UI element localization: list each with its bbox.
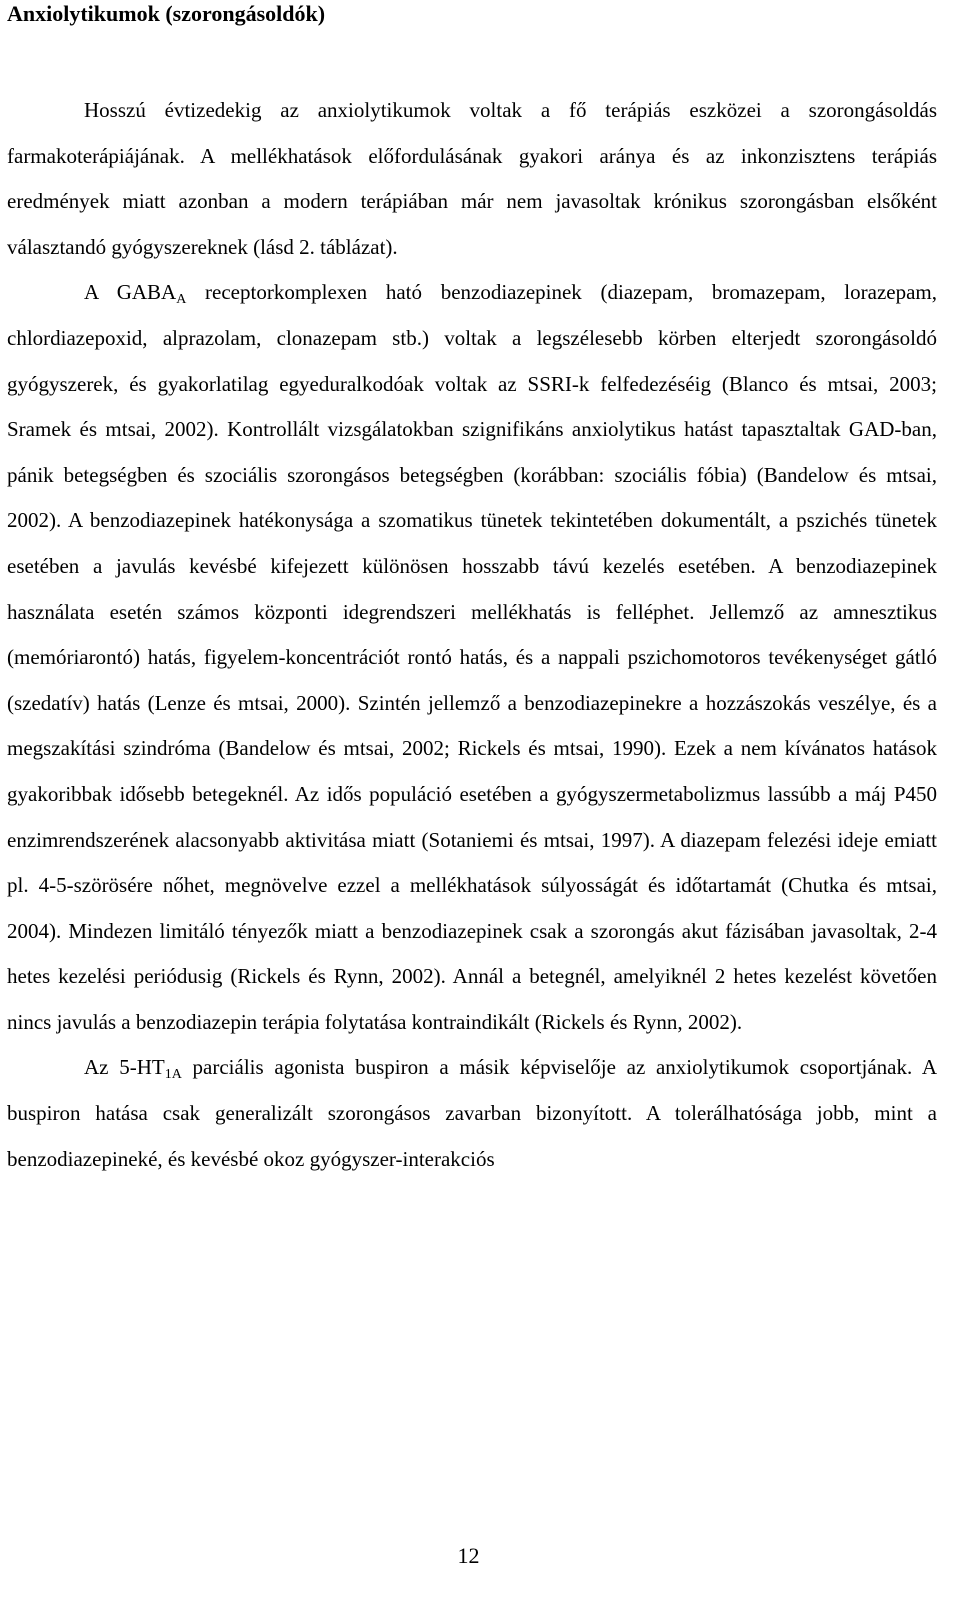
paragraph-intro: Hosszú évtizedekig az anxiolytikumok voltak a fő terápiás eszközei a szorongásoldás farmakoterápiájának. A mellékhatások előfordulásának gyakori aránya és az inkonzisztens terápiás eredmények miatt azonban a modern terápiában már nem javasoltak krónikus szorongásban elsőként választandó gyógyszereknek (lásd 2. táblázat). [7,98,937,259]
ht-label: Az 5-HT [84,1055,165,1080]
ht-subscript: 1A [164,1067,182,1083]
gaba-subscript: A [176,292,187,308]
page-number: 12 [457,1543,480,1568]
document-page [7,0,937,1182]
paragraph-benzodiazepines-text: receptorkomplexen ható benzodiazepinek (diazepam, bromazepam, lorazepam, chlordiazepoxid, alprazolam, clonazepam stb.) voltak a legszélesebb körben elterjedt szorongásoldó gyógyszerek, és gyakorlatilag egyeduralkodóak voltak az SSRI-k felfedezéséig (Blanco és mtsai, 2003; Sramek és mtsai, 2002). Kontrollált vizsgálatokban szignifikáns anxiolytikus hatást tapasztaltak GAD-ban, pánik betegségben és szociális szorongásos betegségben (korábban: szociális fóbia) (Bandelow és mtsai, 2002). A benzodiazepinek hatékonysága a szomatikus tünetek tekintetében dokumentált, a pszichés tünetek esetében a javulás kevésbé kifejezett különösen hosszabb távú kezelés esetében. A benzodiazepinek használata esetén számos központi idegrendszeri mellékhatás is felléphet. Jellemző az amnesztikus (memóriarontó) hatás, figyelem-koncentrációt rontó hatás, és a nappali pszichomotoros tevékenységet gátló (szedatív) hatás (Lenze és mtsai, 2000). Szintén jellemző a benzodiazepinekre a hozzászokás veszélye, és a megszakítási szindróma (Bandelow és mtsai, 2002; Rickels és mtsai, 1990). Ezek a nem kívánatos hatások gyakoribbak idősebb betegeknél. Az idős populáció esetében a gyógyszermetabolizmus lassúbb a máj P450 enzimrendszerének alacsonyabb aktivitása miatt (Sotaniemi és mtsai, 1997). A diazepam felezési ideje emiatt pl. 4-5-szörösére nőhet, megnövelve ezzel a mellékhatások súlyosságát és időtartamát (Chutka és mtsai, 2004). Mindezen limitáló tényezők miatt a benzodiazepinek csak a szorongás akut fázisában javasoltak, 2-4 hetes kezelési periódusig (Rickels és Rynn, 2002). Annál a betegnél, amelyiknél 2 hetes kezelést követően nincs javulás a benzodiazepin terápia folytatása kontraindikált (Rickels és Rynn, 2002). [7,280,937,1034]
paragraph-benzodiazepines [7,270,937,1045]
paragraph-buspirone-text: parciális agonista buspiron a másik képviselője az anxiolytikumok csoportjának. A buspiron hatása csak generalizált szorongásos zavarban bizonyított. A tolerálhatósága jobb, mint a benzodiazepineké, és kevésbé okoz gyógyszer-interakciós [7,1055,937,1171]
paragraph-buspirone [7,1045,937,1182]
section-heading: Anxiolytikumok (szorongásoldók) [7,1,326,26]
gaba-label: A GABA [84,280,177,305]
